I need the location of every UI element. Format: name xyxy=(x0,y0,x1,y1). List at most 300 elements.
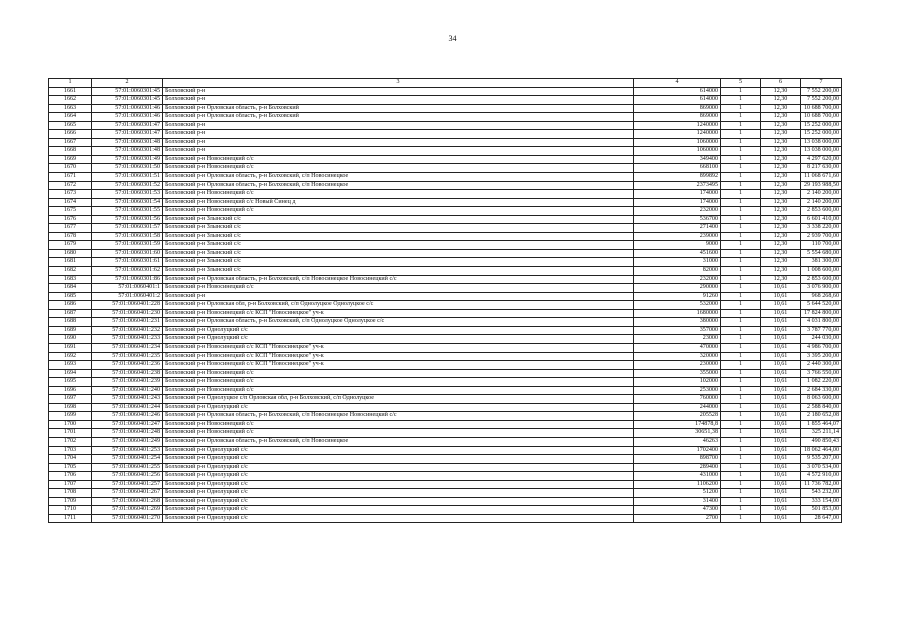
rate-cell: 10,61 xyxy=(761,497,801,506)
area-cell: 532000 xyxy=(634,301,721,310)
cadastral-value-cell: 490 850,43 xyxy=(801,437,842,446)
area-cell: 1680000 xyxy=(634,309,721,318)
count-cell: 1 xyxy=(721,309,761,318)
count-cell: 1 xyxy=(721,173,761,182)
table-row xyxy=(49,369,842,378)
table-row xyxy=(49,292,842,301)
cadastral-value-cell: 15 252 000,00 xyxy=(801,130,842,139)
cadastral-number-cell: 57:01:0060301:56 xyxy=(92,215,163,224)
address-cell: Болховский р-н Орловская область, р-н Болховский, с/п Новосинецкое xyxy=(163,181,634,190)
row-number-cell: 1679 xyxy=(49,241,92,250)
table-row xyxy=(49,224,842,233)
table-row xyxy=(49,215,842,224)
count-cell: 1 xyxy=(721,130,761,139)
count-cell: 1 xyxy=(721,446,761,455)
row-number-cell: 1667 xyxy=(49,138,92,147)
count-cell: 1 xyxy=(721,258,761,267)
table-row xyxy=(49,335,842,344)
area-cell: 271400 xyxy=(634,224,721,233)
cadastral-value-cell: 8 217 630,00 xyxy=(801,164,842,173)
area-cell: 1240000 xyxy=(634,121,721,130)
rate-cell: 10,61 xyxy=(761,309,801,318)
rate-cell: 10,61 xyxy=(761,284,801,293)
address-cell: Болховский р-н Однолуцкий с/с xyxy=(163,497,634,506)
rate-cell: 12,30 xyxy=(761,96,801,105)
cadastral-number-cell: 57:01:0060401:256 xyxy=(92,472,163,481)
row-number-cell: 1683 xyxy=(49,275,92,284)
rate-cell: 12,30 xyxy=(761,207,801,216)
table-row xyxy=(49,497,842,506)
rate-cell: 10,61 xyxy=(761,420,801,429)
cadastral-number-cell: 57:01:0060301:61 xyxy=(92,258,163,267)
table-row xyxy=(49,232,842,241)
row-number-cell: 1673 xyxy=(49,190,92,199)
cadastral-value-cell: 7 552 200,00 xyxy=(801,87,842,96)
address-cell: Болховский р-н Новосинецкий с/с КСП "Новосинецкое" уч-к xyxy=(163,352,634,361)
address-cell: Болховский р-н Однолуцкий с/с xyxy=(163,403,634,412)
count-cell: 1 xyxy=(721,437,761,446)
rate-cell: 10,61 xyxy=(761,480,801,489)
row-number-cell: 1680 xyxy=(49,249,92,258)
cadastral-number-cell: 57:01:0060401:244 xyxy=(92,403,163,412)
cadastral-number-cell: 57:01:0060401:247 xyxy=(92,420,163,429)
rate-cell: 12,30 xyxy=(761,173,801,182)
cadastral-number-cell: 57:01:0060301:54 xyxy=(92,198,163,207)
cadastral-number-cell: 57:01:0060401:240 xyxy=(92,386,163,395)
cadastral-number-cell: 57:01:0060401:267 xyxy=(92,489,163,498)
area-cell: 760000 xyxy=(634,395,721,404)
count-cell: 1 xyxy=(721,343,761,352)
cadastral-value-cell: 1 082 220,00 xyxy=(801,378,842,387)
cadastral-number-cell: 57:01:0060401:235 xyxy=(92,352,163,361)
row-number-cell: 1686 xyxy=(49,301,92,310)
cadastral-value-cell: 3 076 900,00 xyxy=(801,284,842,293)
cadastral-number-cell: 57:01:0060401:254 xyxy=(92,455,163,464)
cadastral-number-cell: 57:01:0060301:52 xyxy=(92,181,163,190)
area-cell: 349400 xyxy=(634,155,721,164)
rate-cell: 10,61 xyxy=(761,455,801,464)
address-cell: Болховский р-н Однолуцкий с/с xyxy=(163,455,634,464)
row-number-cell: 1678 xyxy=(49,232,92,241)
area-cell: 431000 xyxy=(634,472,721,481)
cadastral-value-table xyxy=(48,78,842,523)
cadastral-value-cell: 4 031 800,00 xyxy=(801,318,842,327)
table-row xyxy=(49,138,842,147)
area-cell: 320000 xyxy=(634,352,721,361)
area-cell: 898700 xyxy=(634,455,721,464)
cadastral-number-cell: 57:01:0060301:49 xyxy=(92,155,163,164)
count-cell: 1 xyxy=(721,301,761,310)
row-number-cell: 1677 xyxy=(49,224,92,233)
count-cell: 1 xyxy=(721,455,761,464)
count-cell: 1 xyxy=(721,241,761,250)
table-row xyxy=(49,403,842,412)
address-cell: Болховский р-н Орловская область, р-н Болховский, с/п Новосинецкое xyxy=(163,173,634,182)
cadastral-value-cell: 2 853 600,00 xyxy=(801,275,842,284)
area-cell: 668100 xyxy=(634,164,721,173)
area-cell: 869000 xyxy=(634,113,721,122)
rate-cell: 10,61 xyxy=(761,326,801,335)
cadastral-value-cell: 2 180 652,08 xyxy=(801,412,842,421)
cadastral-value-cell: 3 395 200,00 xyxy=(801,352,842,361)
address-cell: Болховский р-н Орловская область, р-н Болховский, с/п Новосинецкое Новосинецкий с/с xyxy=(163,412,634,421)
area-cell: 451600 xyxy=(634,249,721,258)
row-number-cell: 1664 xyxy=(49,113,92,122)
count-cell: 1 xyxy=(721,224,761,233)
cadastral-number-cell: 57:01:0060401:248 xyxy=(92,429,163,438)
table-row xyxy=(49,506,842,515)
row-number-cell: 1669 xyxy=(49,155,92,164)
address-cell: Болховский р-н Злынский с/с xyxy=(163,215,634,224)
row-number-cell: 1700 xyxy=(49,420,92,429)
row-number-cell: 1703 xyxy=(49,446,92,455)
address-cell: Болховский р-н Орловская область, р-н Болховский, с/п Новосинецкое Новосинецкий с/с xyxy=(163,275,634,284)
cadastral-number-cell: 57:01:0060301:59 xyxy=(92,241,163,250)
cadastral-value-cell: 543 232,00 xyxy=(801,489,842,498)
table-row xyxy=(49,241,842,250)
rate-cell: 12,30 xyxy=(761,155,801,164)
cadastral-value-cell: 2 440 300,00 xyxy=(801,361,842,370)
address-cell: Болховский р-н Новосинецкий с/с xyxy=(163,155,634,164)
cadastral-value-cell: 2 588 840,00 xyxy=(801,403,842,412)
count-cell: 1 xyxy=(721,472,761,481)
area-cell: 869000 xyxy=(634,104,721,113)
table-row xyxy=(49,395,842,404)
rate-cell: 12,30 xyxy=(761,87,801,96)
address-cell: Болховский р-н Злынский с/с xyxy=(163,267,634,276)
rate-cell: 10,61 xyxy=(761,446,801,455)
cadastral-value-cell: 325 211,14 xyxy=(801,429,842,438)
rate-cell: 10,61 xyxy=(761,361,801,370)
count-cell: 1 xyxy=(721,480,761,489)
count-cell: 1 xyxy=(721,138,761,147)
address-cell: Болховский р-н Злынский с/с xyxy=(163,232,634,241)
cadastral-number-cell: 57:01:0060301:45 xyxy=(92,87,163,96)
area-cell: 2373495 xyxy=(634,181,721,190)
cadastral-value-cell: 2 140 200,00 xyxy=(801,190,842,199)
row-number-cell: 1709 xyxy=(49,497,92,506)
count-cell: 1 xyxy=(721,506,761,515)
cadastral-value-cell: 1 855 464,07 xyxy=(801,420,842,429)
cadastral-number-cell: 57:01:0060401:228 xyxy=(92,301,163,310)
area-cell: 1240000 xyxy=(634,130,721,139)
rate-cell: 10,61 xyxy=(761,386,801,395)
rate-cell: 12,30 xyxy=(761,130,801,139)
row-number-cell: 1697 xyxy=(49,395,92,404)
count-cell: 1 xyxy=(721,514,761,523)
row-number-cell: 1672 xyxy=(49,181,92,190)
area-cell: 1060000 xyxy=(634,138,721,147)
address-cell: Болховский р-н Однолуцкий с/с xyxy=(163,514,634,523)
count-cell: 1 xyxy=(721,87,761,96)
row-number-cell: 1692 xyxy=(49,352,92,361)
table-row xyxy=(49,318,842,327)
rate-cell: 10,61 xyxy=(761,378,801,387)
count-cell: 1 xyxy=(721,207,761,216)
area-cell: 1106200 xyxy=(634,480,721,489)
cadastral-number-cell: 57:01:0060301:45 xyxy=(92,96,163,105)
address-cell: Болховский р-н Однолуцкий с/с xyxy=(163,463,634,472)
rate-cell: 10,61 xyxy=(761,412,801,421)
cadastral-value-cell: 1 008 600,00 xyxy=(801,267,842,276)
row-number-cell: 1694 xyxy=(49,369,92,378)
cadastral-number-cell: 57:01:0060401:234 xyxy=(92,343,163,352)
cadastral-number-cell: 57:01:0060301:50 xyxy=(92,164,163,173)
cadastral-number-cell: 57:01:0060401:270 xyxy=(92,514,163,523)
row-number-cell: 1687 xyxy=(49,309,92,318)
cadastral-number-cell: 57:01:0060401:243 xyxy=(92,395,163,404)
address-cell: Болховский р-н xyxy=(163,96,634,105)
cadastral-number-cell: 57:01:0060401:253 xyxy=(92,446,163,455)
area-cell: 614000 xyxy=(634,87,721,96)
count-cell: 1 xyxy=(721,352,761,361)
count-cell: 1 xyxy=(721,104,761,113)
column-header-7: 7 xyxy=(801,79,842,88)
area-cell: 1702400 xyxy=(634,446,721,455)
table-header-row xyxy=(49,79,842,88)
cadastral-value-cell: 5 644 520,00 xyxy=(801,301,842,310)
count-cell: 1 xyxy=(721,113,761,122)
cadastral-value-cell: 2 140 200,00 xyxy=(801,198,842,207)
address-cell: Болховский р-н Новосинецкий с/с xyxy=(163,420,634,429)
cadastral-value-cell: 5 554 680,00 xyxy=(801,249,842,258)
address-cell: Болховский р-н Однолуцкий с/с xyxy=(163,335,634,344)
column-header-3: 3 xyxy=(163,79,634,88)
address-cell: Болховский р-н Орловская область, р-н Болховский, с/п Однолуцкое Однолуцкое с/с xyxy=(163,318,634,327)
table-row xyxy=(49,326,842,335)
row-number-cell: 1705 xyxy=(49,463,92,472)
cadastral-value-cell: 13 038 000,00 xyxy=(801,138,842,147)
column-header-4: 4 xyxy=(634,79,721,88)
address-cell: Болховский р-н xyxy=(163,292,634,301)
rate-cell: 12,30 xyxy=(761,275,801,284)
address-cell: Болховский р-н Злынский с/с xyxy=(163,249,634,258)
address-cell: Болховский р-н Однолуцкий с/с xyxy=(163,506,634,515)
rate-cell: 10,61 xyxy=(761,343,801,352)
row-number-cell: 1702 xyxy=(49,437,92,446)
count-cell: 1 xyxy=(721,497,761,506)
count-cell: 1 xyxy=(721,326,761,335)
address-cell: Болховский р-н Однолуцкий с/с xyxy=(163,480,634,489)
row-number-cell: 1711 xyxy=(49,514,92,523)
count-cell: 1 xyxy=(721,420,761,429)
area-cell: 232000 xyxy=(634,207,721,216)
rate-cell: 12,30 xyxy=(761,241,801,250)
count-cell: 1 xyxy=(721,267,761,276)
rate-cell: 12,30 xyxy=(761,121,801,130)
rate-cell: 10,61 xyxy=(761,489,801,498)
cadastral-value-cell: 15 252 000,00 xyxy=(801,121,842,130)
address-cell: Болховский р-н Новосинецкий с/с xyxy=(163,386,634,395)
address-cell: Болховский р-н Новосинецкий с/с xyxy=(163,369,634,378)
table-row xyxy=(49,207,842,216)
cadastral-value-cell: 13 038 000,00 xyxy=(801,147,842,156)
area-cell: 31400 xyxy=(634,497,721,506)
row-number-cell: 1676 xyxy=(49,215,92,224)
area-cell: 174000 xyxy=(634,198,721,207)
table-row xyxy=(49,429,842,438)
table-row xyxy=(49,514,842,523)
address-cell: Болховский р-н xyxy=(163,130,634,139)
count-cell: 1 xyxy=(721,232,761,241)
address-cell: Болховский р-н Новосинецкий с/с xyxy=(163,164,634,173)
rate-cell: 12,30 xyxy=(761,147,801,156)
row-number-cell: 1688 xyxy=(49,318,92,327)
cadastral-value-cell: 3 070 534,00 xyxy=(801,463,842,472)
count-cell: 1 xyxy=(721,386,761,395)
count-cell: 1 xyxy=(721,155,761,164)
cadastral-number-cell: 57:01:0060301:51 xyxy=(92,173,163,182)
cadastral-value-cell: 6 601 410,00 xyxy=(801,215,842,224)
row-number-cell: 1707 xyxy=(49,480,92,489)
row-number-cell: 1689 xyxy=(49,326,92,335)
address-cell: Болховский р-н Новосинецкий с/с КСП "Новосинецкое" уч-к xyxy=(163,361,634,370)
area-cell: 899892 xyxy=(634,173,721,182)
count-cell: 1 xyxy=(721,335,761,344)
cadastral-value-cell: 18 062 464,00 xyxy=(801,446,842,455)
count-cell: 1 xyxy=(721,249,761,258)
cadastral-value-cell: 17 824 800,00 xyxy=(801,309,842,318)
cadastral-number-cell: 57:01:0060301:57 xyxy=(92,224,163,233)
cadastral-value-cell: 3 338 220,00 xyxy=(801,224,842,233)
cadastral-value-cell: 9 535 207,00 xyxy=(801,455,842,464)
column-header-5: 5 xyxy=(721,79,761,88)
cadastral-value-cell: 3 787 770,00 xyxy=(801,326,842,335)
cadastral-number-cell: 57:01:0060401:233 xyxy=(92,335,163,344)
rate-cell: 12,30 xyxy=(761,164,801,173)
row-number-cell: 1671 xyxy=(49,173,92,182)
cadastral-number-cell: 57:01:0060401:238 xyxy=(92,369,163,378)
rate-cell: 10,61 xyxy=(761,472,801,481)
table-row xyxy=(49,121,842,130)
count-cell: 1 xyxy=(721,463,761,472)
address-cell: Болховский р-н Новосинецкий с/с xyxy=(163,207,634,216)
count-cell: 1 xyxy=(721,215,761,224)
address-cell: Болховский р-н xyxy=(163,87,634,96)
table-row xyxy=(49,455,842,464)
cadastral-number-cell: 57:01:0060401:249 xyxy=(92,437,163,446)
table-row xyxy=(49,412,842,421)
area-cell: 290000 xyxy=(634,284,721,293)
cadastral-value-cell: 110 700,00 xyxy=(801,241,842,250)
area-cell: 2700 xyxy=(634,514,721,523)
rate-cell: 10,61 xyxy=(761,463,801,472)
table-row xyxy=(49,155,842,164)
address-cell: Болховский р-н Новосинецкий с/с КСП "Новосинецкое" уч-к xyxy=(163,343,634,352)
count-cell: 1 xyxy=(721,369,761,378)
cadastral-value-cell: 968 268,60 xyxy=(801,292,842,301)
rate-cell: 10,61 xyxy=(761,318,801,327)
row-number-cell: 1681 xyxy=(49,258,92,267)
cadastral-number-cell: 57:01:0060401:268 xyxy=(92,497,163,506)
row-number-cell: 1662 xyxy=(49,96,92,105)
table-row xyxy=(49,113,842,122)
cadastral-number-cell: 57:01:0060301:47 xyxy=(92,121,163,130)
cadastral-value-cell: 4 297 620,00 xyxy=(801,155,842,164)
count-cell: 1 xyxy=(721,275,761,284)
rate-cell: 10,61 xyxy=(761,403,801,412)
area-cell: 230000 xyxy=(634,361,721,370)
area-cell: 46263 xyxy=(634,437,721,446)
area-cell: 82000 xyxy=(634,267,721,276)
table-row xyxy=(49,198,842,207)
address-cell: Болховский р-н xyxy=(163,121,634,130)
address-cell: Болховский р-н Злынский с/с xyxy=(163,258,634,267)
area-cell: 357000 xyxy=(634,326,721,335)
cadastral-number-cell: 57:01:0060301:55 xyxy=(92,207,163,216)
row-number-cell: 1706 xyxy=(49,472,92,481)
count-cell: 1 xyxy=(721,361,761,370)
cadastral-number-cell: 57:01:0060401:246 xyxy=(92,412,163,421)
table-row xyxy=(49,181,842,190)
cadastral-value-cell: 381 300,00 xyxy=(801,258,842,267)
cadastral-value-cell: 11 736 782,00 xyxy=(801,480,842,489)
table-row xyxy=(49,267,842,276)
rate-cell: 10,61 xyxy=(761,429,801,438)
address-cell: Болховский р-н xyxy=(163,147,634,156)
row-number-cell: 1704 xyxy=(49,455,92,464)
area-cell: 536700 xyxy=(634,215,721,224)
rate-cell: 10,61 xyxy=(761,292,801,301)
rate-cell: 12,30 xyxy=(761,224,801,233)
rate-cell: 10,61 xyxy=(761,395,801,404)
area-cell: 470000 xyxy=(634,343,721,352)
row-number-cell: 1663 xyxy=(49,104,92,113)
area-cell: 355000 xyxy=(634,369,721,378)
address-cell: Болховский р-н Новосинецкий с/с Новый Синец д xyxy=(163,198,634,207)
cadastral-value-cell: 29 193 988,50 xyxy=(801,181,842,190)
column-header-1: 1 xyxy=(49,79,92,88)
address-cell: Болховский р-н Злынский с/с xyxy=(163,224,634,233)
cadastral-number-cell: 57:01:0060301:48 xyxy=(92,138,163,147)
row-number-cell: 1698 xyxy=(49,403,92,412)
rate-cell: 10,61 xyxy=(761,352,801,361)
cadastral-value-cell: 28 647,00 xyxy=(801,514,842,523)
area-cell: 253000 xyxy=(634,386,721,395)
row-number-cell: 1699 xyxy=(49,412,92,421)
cadastral-value-cell: 10 688 700,00 xyxy=(801,104,842,113)
area-cell: 205528 xyxy=(634,412,721,421)
address-cell: Болховский р-н Новосинецкий с/с xyxy=(163,284,634,293)
cadastral-value-cell: 2 853 600,00 xyxy=(801,207,842,216)
table-row xyxy=(49,96,842,105)
count-cell: 1 xyxy=(721,284,761,293)
cadastral-number-cell: 57:01:0060301:58 xyxy=(92,232,163,241)
rate-cell: 12,30 xyxy=(761,249,801,258)
count-cell: 1 xyxy=(721,181,761,190)
row-number-cell: 1682 xyxy=(49,267,92,276)
count-cell: 1 xyxy=(721,292,761,301)
count-cell: 1 xyxy=(721,121,761,130)
row-number-cell: 1670 xyxy=(49,164,92,173)
address-cell: Болховский р-н Орловская обл, р-н Болховский, с/п Однолуцкое Однолуцкое с/с xyxy=(163,301,634,310)
count-cell: 1 xyxy=(721,378,761,387)
cadastral-value-cell: 4 986 700,00 xyxy=(801,343,842,352)
rate-cell: 10,61 xyxy=(761,514,801,523)
table-row xyxy=(49,437,842,446)
table-body xyxy=(49,87,842,523)
address-cell: Болховский р-н Орловская область, р-н Болховский xyxy=(163,113,634,122)
row-number-cell: 1675 xyxy=(49,207,92,216)
table-row xyxy=(49,87,842,96)
rate-cell: 12,30 xyxy=(761,258,801,267)
rate-cell: 10,61 xyxy=(761,506,801,515)
address-cell: Болховский р-н Новосинецкий с/с xyxy=(163,190,634,199)
cadastral-number-cell: 57:01:0060301:46 xyxy=(92,113,163,122)
count-cell: 1 xyxy=(721,190,761,199)
area-cell: 244000 xyxy=(634,403,721,412)
row-number-cell: 1668 xyxy=(49,147,92,156)
